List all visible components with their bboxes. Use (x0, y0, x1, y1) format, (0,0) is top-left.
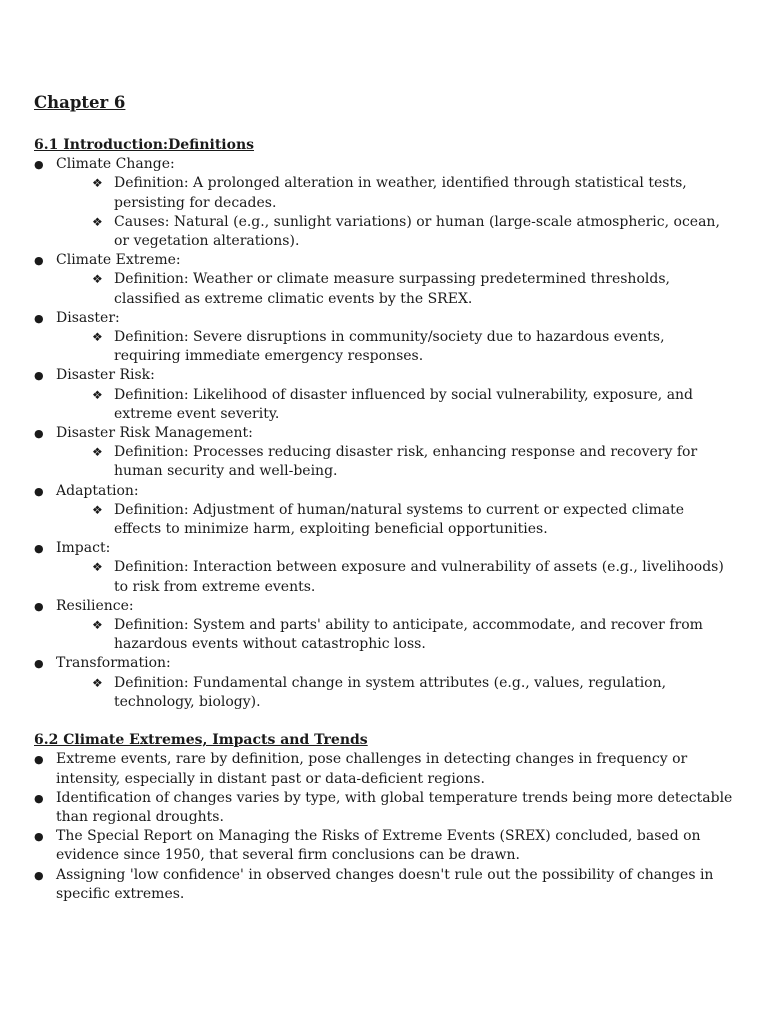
definition-item (34, 597, 734, 655)
definition-sub-list (56, 443, 734, 481)
definition-detail-text: Definition: Adjustment of human/natural systems to current or expected climate effects to minimize harm, exploiting beneficial opportunities. (114, 501, 685, 538)
definition-term: Transformation: (56, 655, 171, 672)
trend-point-text: Assigning 'low confidence' in observed changes doesn't rule out the possibility of changes in specific extremes. (56, 866, 714, 902)
bullet-icon: ● (34, 369, 44, 383)
section-title-climate-extremes: 6.2 Climate Extremes, Impacts and Trends (34, 732, 368, 749)
definition-detail (34, 443, 734, 481)
bullet-icon: ● (34, 599, 44, 613)
definition-detail (34, 270, 734, 308)
trend-point-text: Identification of changes varies by type, with global temperature trends being more detectable than regional droughts. (56, 789, 733, 825)
definition-detail-text: Definition: Interaction between exposure and vulnerability of assets (e.g., livelihoods) to risk from extreme events. (114, 559, 724, 595)
definition-detail (34, 616, 734, 654)
definition-detail-text: Definition: Weather or climate measure surpassing predetermined thresholds, classified as extreme climatic events by the SREX. (114, 271, 670, 307)
definition-item (34, 309, 734, 367)
bullet-icon: ● (34, 657, 44, 671)
bullet-icon: ● (34, 753, 44, 767)
definition-term: Disaster Risk: (56, 367, 155, 384)
definition-detail (34, 558, 734, 596)
definition-detail-text: Definition: Severe disruptions in community/society due to hazardous events, requiring immediate emergency responses. (114, 329, 665, 365)
bullet-icon: ● (34, 484, 44, 498)
bullet-icon: ● (34, 830, 44, 844)
trend-point-text: Extreme events, rare by definition, pose challenges in detecting changes in frequency or intensity, especially in distant past or data-deficient regions. (56, 751, 688, 787)
definition-term: Disaster Risk Management: (56, 425, 253, 442)
definition-term: Disaster: (56, 309, 120, 326)
definition-term: Impact: (56, 540, 111, 557)
definition-item (34, 539, 734, 597)
bullet-icon: ● (34, 254, 44, 268)
definition-term: Climate Extreme: (56, 252, 181, 269)
bullet-icon: ● (34, 158, 44, 172)
diamond-bullet-icon: ❖ (92, 176, 103, 191)
definition-detail (34, 213, 734, 251)
diamond-bullet-icon: ❖ (92, 214, 103, 229)
trend-point (34, 866, 734, 904)
trend-point-text: The Special Report on Managing the Risks of Extreme Events (SREX) concluded, based on evidence since 1950, that several firm conclusions can be drawn. (56, 828, 701, 864)
diamond-bullet-icon: ❖ (92, 272, 103, 287)
definition-item (34, 155, 734, 251)
definition-sub-list (56, 270, 734, 308)
definition-term: Adaptation: (56, 482, 139, 499)
definitions-list (34, 155, 734, 712)
definition-sub-list (56, 501, 734, 539)
definition-detail-text: Definition: A prolonged alteration in weather, identified through statistical tests, persisting for decades. (114, 175, 687, 211)
diamond-bullet-icon: ❖ (92, 330, 103, 345)
bullet-icon: ● (34, 427, 44, 441)
definition-detail (34, 674, 734, 712)
definition-detail-text: Definition: Fundamental change in system attributes (e.g., values, regulation, technology, biology). (114, 674, 667, 710)
definition-sub-list (56, 674, 734, 712)
definition-detail-text: Definition: Processes reducing disaster risk, enhancing response and recovery for human security and well-being. (114, 444, 698, 480)
definition-item (34, 251, 734, 309)
bullet-icon: ● (34, 868, 44, 882)
diamond-bullet-icon: ❖ (92, 387, 103, 402)
definition-term: Climate Change: (56, 156, 175, 173)
definition-sub-list (56, 386, 734, 424)
trend-point (34, 789, 734, 827)
definition-detail (34, 174, 734, 212)
definition-sub-list (56, 616, 734, 654)
definition-detail (34, 501, 734, 539)
definition-detail (34, 386, 734, 424)
definition-item (34, 366, 734, 424)
trend-point (34, 827, 734, 865)
definition-sub-list (56, 558, 734, 596)
definition-sub-list (56, 174, 734, 251)
definition-detail-text: Definition: Likelihood of disaster influenced by social vulnerability, exposure, and extreme event severity. (114, 386, 694, 422)
diamond-bullet-icon: ❖ (92, 675, 103, 690)
definition-detail-text: Causes: Natural (e.g., sunlight variations) or human (large-scale atmospheric, ocean, or vegetation alterations). (114, 213, 720, 250)
document-page (34, 91, 734, 904)
definition-item (34, 482, 734, 540)
definition-term: Resilience: (56, 597, 134, 614)
climate-extremes-list (34, 750, 734, 904)
definition-item (34, 424, 734, 482)
definition-detail-text: Definition: System and parts' ability to anticipate, accommodate, and recover from hazardous events without catastrophic loss. (114, 617, 703, 653)
definition-item (34, 654, 734, 712)
diamond-bullet-icon: ❖ (92, 560, 103, 575)
definition-sub-list (56, 328, 734, 366)
trend-point (34, 750, 734, 788)
section-title-definitions: 6.1 Introduction:Definitions (34, 137, 255, 153)
chapter-title: Chapter 6 (34, 93, 126, 112)
diamond-bullet-icon: ❖ (92, 445, 103, 460)
bullet-icon: ● (34, 791, 44, 805)
definition-detail (34, 328, 734, 366)
diamond-bullet-icon: ❖ (92, 502, 103, 517)
bullet-icon: ● (34, 542, 44, 556)
diamond-bullet-icon: ❖ (92, 618, 103, 633)
bullet-icon: ● (34, 311, 44, 325)
